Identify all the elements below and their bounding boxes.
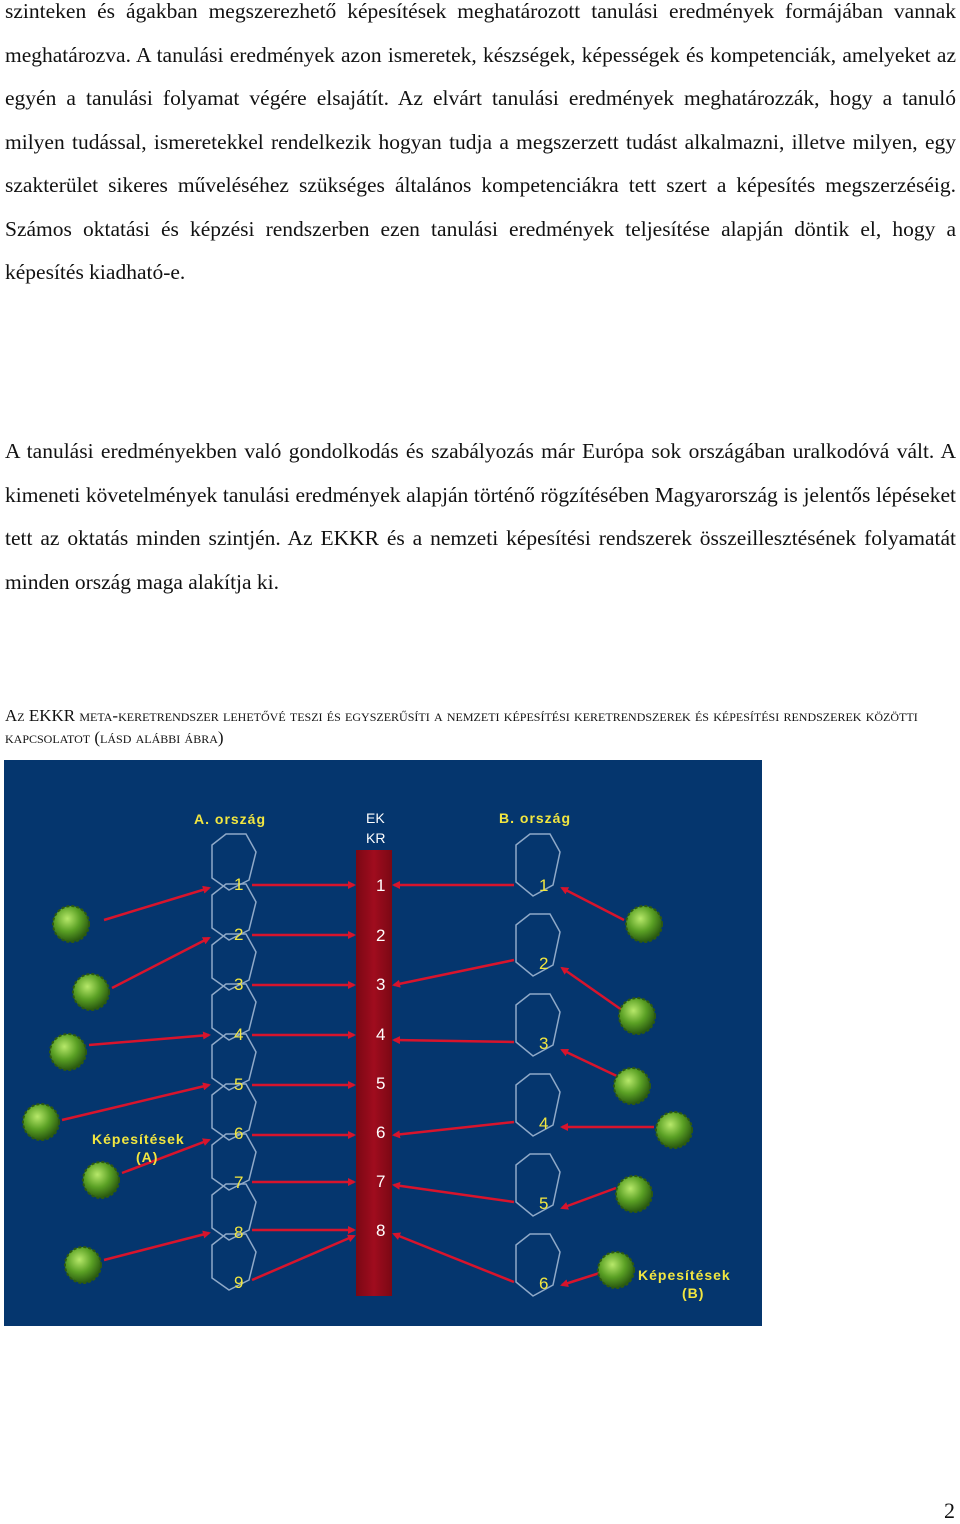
qualifications-b-label-line1: Képesítések — [638, 1267, 731, 1283]
qualification-nodes-a — [23, 906, 119, 1283]
level-ekkr-1: 1 — [376, 876, 386, 895]
level-ekkr-5: 5 — [376, 1074, 386, 1093]
level-a-6: 6 — [234, 1124, 244, 1143]
level-ekkr-6: 6 — [376, 1123, 386, 1142]
level-ekkr-7: 7 — [376, 1172, 386, 1191]
level-a-3: 3 — [234, 975, 244, 994]
level-a-4: 4 — [234, 1025, 244, 1044]
header-ekkr-line2: KR — [366, 830, 386, 846]
level-b-2: 2 — [539, 954, 549, 973]
level-a-7: 7 — [234, 1173, 244, 1192]
level-b-6: 6 — [539, 1274, 549, 1293]
level-ekkr-2: 2 — [376, 926, 386, 945]
qualifications-a-label-line2: (A) — [136, 1149, 159, 1165]
ekkr-diagram — [4, 760, 762, 1326]
header-country-a: A. ország — [194, 811, 267, 827]
level-b-4: 4 — [539, 1114, 549, 1133]
paragraph-2: A tanulási eredményekben való gondolkodás és szabályozás már Európa sok országában uralkodóvá vált. A kimeneti követelmények tanulási eredmények alapján történő rögzítésében Magyarország is jelentős lépéseket tett az oktatás minden szintjén. Az EKKR és a nemzeti képesítési rendszerek összeillesztésének folyamatát minden ország maga alakítja ki. — [5, 439, 956, 594]
level-b-5: 5 — [539, 1194, 549, 1213]
level-b-3: 3 — [539, 1034, 549, 1053]
level-a-8: 8 — [234, 1223, 244, 1242]
level-a-9: 9 — [234, 1273, 244, 1292]
level-ekkr-4: 4 — [376, 1025, 386, 1044]
header-country-b: B. ország — [499, 810, 572, 826]
qualifications-b-label-line2: (B) — [682, 1285, 705, 1301]
level-a-1: 1 — [234, 875, 244, 894]
country-a-column — [212, 834, 256, 1290]
level-a-2: 2 — [234, 925, 244, 944]
page-number: 2 — [944, 1498, 955, 1523]
qualifications-a-label-line1: Képesítések — [92, 1131, 185, 1147]
level-b-1: 1 — [539, 876, 549, 895]
ekkr-bar — [356, 850, 392, 1296]
level-ekkr-3: 3 — [376, 975, 386, 994]
qualification-nodes-b — [598, 906, 692, 1288]
figure-caption: Az EKKR meta-keretrendszer lehetővé teszi és egyszerűsíti a nemzeti képesítési keretrendszerek és képesítési rendszerek közötti kapcsolatot (lásd alábbi ábra) — [5, 706, 918, 747]
level-ekkr-8: 8 — [376, 1221, 386, 1240]
country-b-column — [516, 834, 560, 1296]
header-ekkr-line1: EK — [366, 810, 385, 826]
level-a-5: 5 — [234, 1075, 244, 1094]
paragraph-1: szinteken és ágakban megszerezhető képesítések meghatározott tanulási eredmények formájában vannak meghatározva. A tanulási eredmények azon ismeretek, készségek, képességek és kompetenciák, amelyeket az egyén a tanulási folyamat végére elsajátít. Az elvárt tanulási eredmények meghatározzák, hogy a tanuló milyen tudással, ismeretekkel rendelkezik hogyan tudja a megszerzett tudást alkalmazni, illetve milyen, egy szakterület sikeres műveléséhez szükséges általános kompetenciákra tett szert a képesítés megszerzéséig. Számos oktatási és képzési rendszerben ezen tanulási eredmények teljesítése alapján döntik el, hogy a képesítés kiadható-e. — [5, 0, 956, 284]
